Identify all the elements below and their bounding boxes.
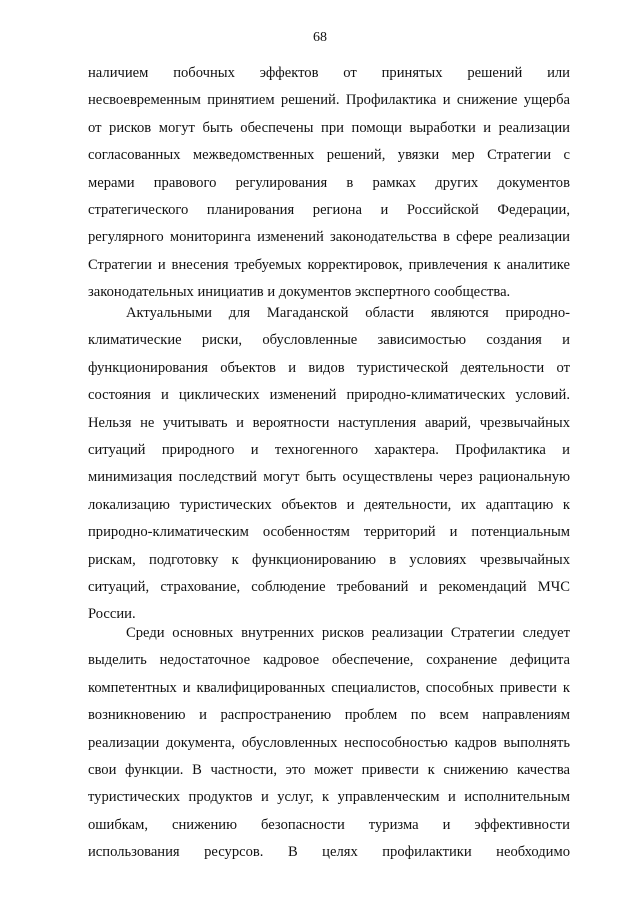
text-line: России.	[88, 606, 136, 623]
text-line: ситуаций, страхование, соблюдение требований и рекомендаций МЧС	[88, 578, 570, 595]
text-line: природно-климатическим особенностям территорий и потенциальным	[88, 524, 570, 541]
text-line: согласованных межведомственных решений, увязки мер Стратегии с	[88, 147, 570, 164]
text-line: компетентных и квалифицированных специалистов, способных привести к	[88, 679, 570, 696]
text-line: реализации документа, обусловленных неспособностью кадров выполнять	[88, 734, 570, 751]
text-line: наличием побочных эффектов от принятых решений или	[88, 65, 570, 81]
text-line: ошибкам, снижению безопасности туризма и эффективности	[88, 816, 570, 833]
text-line: возникновению и распространению проблем по всем направлениям	[88, 707, 570, 724]
text-line: климатические риски, обусловленные зависимостью создания и	[88, 332, 570, 349]
paragraph-consequences	[88, 60, 570, 307]
paragraph-climate-risks	[88, 300, 570, 629]
text-line: стратегического планирования региона и Российской Федерации,	[88, 201, 570, 218]
text-line: Нельзя не учитывать и вероятности наступления аварий, чрезвычайных	[88, 414, 570, 431]
text-line: локализацию туристических объектов и деятельности, их адаптацию к	[88, 496, 570, 513]
page-number: 68	[313, 30, 327, 45]
text-line: регулярного мониторинга изменений законодательства в сфере реализации	[88, 229, 570, 246]
text-line: минимизация последствий могут быть осуществлены через рациональную	[88, 469, 570, 486]
text-line: состояния и циклических изменений природно-климатических условий.	[88, 387, 570, 404]
text-line: рискам, подготовку к функционированию в условиях чрезвычайных	[88, 551, 570, 568]
text-line: от рисков могут быть обеспечены при помощи выработки и реализации	[88, 119, 570, 136]
text-line: мерами правового регулирования в рамках других документов	[88, 174, 570, 191]
text-line: несвоевременным принятием решений. Профилактика и снижение ущерба	[88, 92, 570, 109]
text-line: свои функции. В частности, это может привести к снижению качества	[88, 761, 570, 778]
text-line: Стратегии и внесения требуемых корректировок, привлечения к аналитике	[88, 256, 570, 273]
text-line: Актуальными для Магаданской области являются природно-	[126, 305, 570, 321]
text-line: Среди основных внутренних рисков реализации Стратегии следует	[126, 625, 570, 641]
text-line: ситуаций природного и техногенного характера. Профилактика и	[88, 441, 570, 458]
text-line: законодательных инициатив и документов экспертного сообщества.	[88, 284, 511, 301]
text-line: выделить недостаточное кадровое обеспечение, сохранение дефицита	[88, 652, 570, 669]
paragraph-internal-risks	[88, 620, 570, 867]
text-line: туристических продуктов и услуг, к управленческим и исполнительным	[88, 789, 570, 806]
text-line: использования ресурсов. В целях профилактики необходимо	[88, 844, 570, 861]
text-line: функционирования объектов и видов туристической деятельности от	[88, 359, 570, 376]
